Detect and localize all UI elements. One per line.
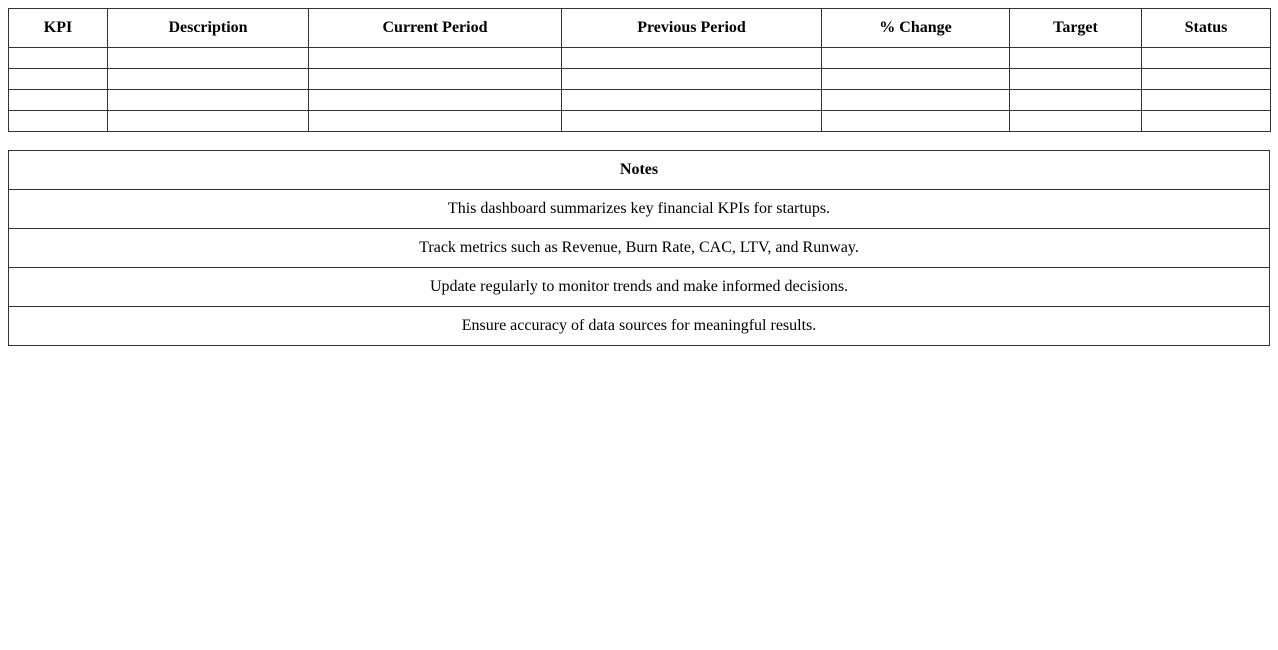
table-cell (1142, 90, 1271, 111)
table-row (9, 48, 1271, 69)
notes-header-row (9, 151, 1270, 190)
header-previous-period: Previous Period (562, 9, 822, 48)
notes-heading: Notes (9, 151, 1270, 190)
table-cell (108, 48, 309, 69)
table-cell (1142, 69, 1271, 90)
table-row (9, 111, 1271, 132)
header-current-period: Current Period (309, 9, 562, 48)
notes-row (9, 268, 1270, 307)
note-item: Update regularly to monitor trends and make informed decisions. (9, 268, 1270, 307)
table-cell (1010, 48, 1142, 69)
table-cell (1010, 69, 1142, 90)
kpi-table (8, 8, 1271, 132)
table-cell (562, 111, 822, 132)
note-item: This dashboard summarizes key financial KPIs for startups. (9, 190, 1270, 229)
table-cell (822, 69, 1010, 90)
table-cell (1010, 111, 1142, 132)
header-target: Target (1010, 9, 1142, 48)
header-kpi: KPI (9, 9, 108, 48)
header-description: Description (108, 9, 309, 48)
table-cell (309, 48, 562, 69)
table-cell (822, 111, 1010, 132)
table-cell (562, 48, 822, 69)
table-cell (9, 48, 108, 69)
table-cell (309, 69, 562, 90)
table-cell (1142, 48, 1271, 69)
table-cell (822, 90, 1010, 111)
table-cell (562, 69, 822, 90)
table-cell (1142, 111, 1271, 132)
table-cell (9, 69, 108, 90)
table-cell (309, 111, 562, 132)
notes-row (9, 190, 1270, 229)
notes-row (9, 229, 1270, 268)
table-cell (562, 90, 822, 111)
table-cell (108, 111, 309, 132)
table-cell (309, 90, 562, 111)
note-item: Ensure accuracy of data sources for meaningful results. (9, 307, 1270, 346)
table-cell (822, 48, 1010, 69)
kpi-header-row (9, 9, 1271, 48)
table-row (9, 69, 1271, 90)
table-row (9, 90, 1271, 111)
table-cell (108, 69, 309, 90)
table-cell (1010, 90, 1142, 111)
notes-table (8, 150, 1270, 346)
note-item: Track metrics such as Revenue, Burn Rate, CAC, LTV, and Runway. (9, 229, 1270, 268)
notes-row (9, 307, 1270, 346)
table-cell (108, 90, 309, 111)
table-cell (9, 111, 108, 132)
header-percent-change: % Change (822, 9, 1010, 48)
table-cell (9, 90, 108, 111)
header-status: Status (1142, 9, 1271, 48)
